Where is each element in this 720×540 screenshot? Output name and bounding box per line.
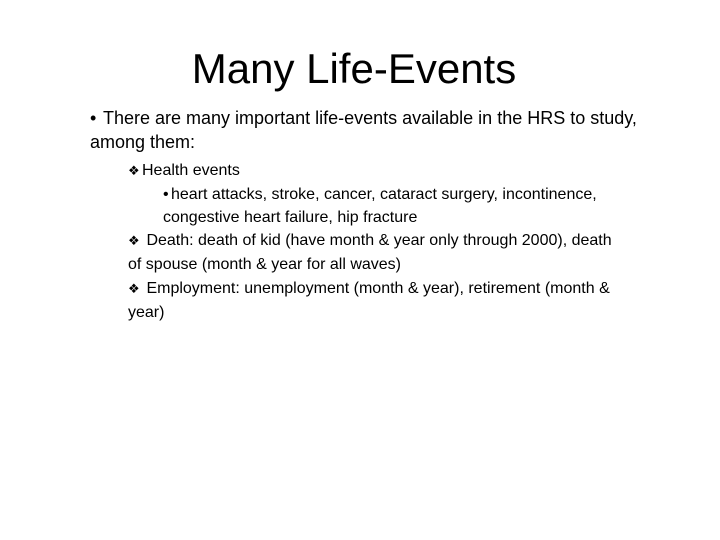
bullet-icon: • bbox=[163, 186, 169, 203]
bullet-icon: • bbox=[90, 108, 97, 128]
diamond-bullet-icon: ❖ bbox=[128, 233, 140, 248]
diamond-bullet-icon: ❖ bbox=[128, 163, 140, 178]
sub-list bbox=[128, 159, 618, 325]
slide-title: Many Life-Events bbox=[191, 45, 517, 92]
list-item-death bbox=[128, 229, 618, 277]
list-item-health-detail bbox=[163, 183, 633, 229]
intro-bullet-item bbox=[90, 106, 650, 154]
slide-body bbox=[90, 106, 650, 325]
diamond-bullet-icon: ❖ bbox=[128, 281, 140, 296]
health-detail-text: heart attacks, stroke, cancer, cataract surgery, incontinence, congestive heart failure, hip fracture bbox=[163, 186, 597, 226]
employment-text: Employment: unemployment (month & year), retirement (month & year) bbox=[128, 280, 610, 321]
intro-text: There are many important life-events available in the HRS to study, among them: bbox=[90, 108, 637, 152]
health-events-text: Health events bbox=[142, 162, 240, 179]
list-item-health bbox=[128, 159, 618, 183]
death-text: Death: death of kid (have month & year only through 2000), death of spouse (month & year for all waves) bbox=[128, 232, 612, 273]
list-item-employment bbox=[128, 277, 618, 325]
